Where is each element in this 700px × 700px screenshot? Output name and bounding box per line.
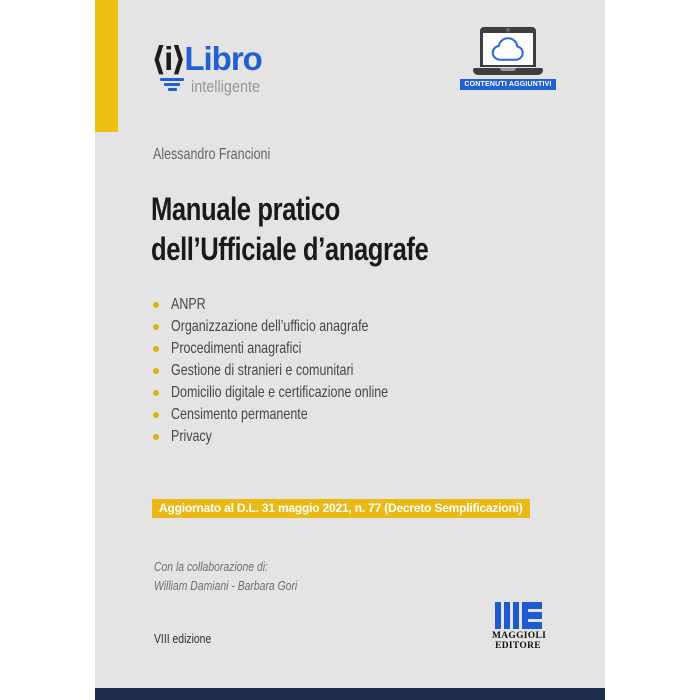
bullet-dot-icon <box>153 390 159 396</box>
laptop-base-icon <box>473 68 543 75</box>
collaborators: William Damiani - Barbara Gori <box>154 578 298 593</box>
collaboration-note <box>154 557 297 595</box>
bullet-dot-icon <box>153 368 159 374</box>
yellow-accent-stripe <box>95 0 118 132</box>
webcam-dot-icon <box>506 28 510 32</box>
bullet-dot-icon <box>153 302 159 308</box>
bottom-navy-bar <box>95 688 605 700</box>
book-title-line1: Manuale pratico <box>151 191 340 227</box>
bullet-dot-icon <box>153 412 159 418</box>
book-title-line2: dell’Ufficiale d’anagrafe <box>151 231 429 267</box>
bullet-dot-icon <box>153 346 159 352</box>
ilibro-logo-tagline: intelligente <box>191 77 261 96</box>
publisher-name-line2: EDITORE <box>495 640 541 651</box>
book-pages-icon <box>160 78 184 93</box>
book-cover <box>95 0 605 700</box>
maggioli-logo-icon <box>492 602 544 629</box>
list-item: Domicilio digitale e certificazione online <box>153 382 449 404</box>
laptop-icon <box>480 27 536 67</box>
list-item: Procedimenti anagrafici <box>153 338 449 360</box>
list-item: Gestione di stranieri e comunitari <box>153 360 449 382</box>
list-item: Privacy <box>153 426 449 448</box>
bullet-dot-icon <box>153 324 159 330</box>
online-content-block <box>464 27 552 90</box>
list-item: ANPR <box>153 294 449 316</box>
ilibro-logo-name: Libro <box>184 40 262 77</box>
update-banner: Aggiornato al D.L. 31 maggio 2021, n. 77 (Decreto Semplificazioni) <box>152 499 530 518</box>
edition-label: VIII edizione <box>154 631 212 646</box>
book-title <box>151 189 428 269</box>
publisher-name-line1: MAGGIOLI <box>492 631 547 641</box>
list-item: Censimento permanente <box>153 404 449 426</box>
ilibro-logo-mark: ⟨i⟩ <box>151 40 185 77</box>
list-item: Organizzazione dell’ufficio anagrafe <box>153 316 449 338</box>
author-name: Alessandro Francioni <box>153 146 271 163</box>
maggioli-publisher-logo <box>492 602 547 651</box>
topics-list <box>153 294 449 448</box>
cloud-icon <box>490 36 526 62</box>
collaboration-intro: Con la collaborazione di: <box>154 559 268 574</box>
online-content-badge: CONTENUTI AGGIUNTIVI <box>460 79 555 90</box>
ilibro-logo <box>151 42 272 95</box>
bullet-dot-icon <box>153 434 159 440</box>
